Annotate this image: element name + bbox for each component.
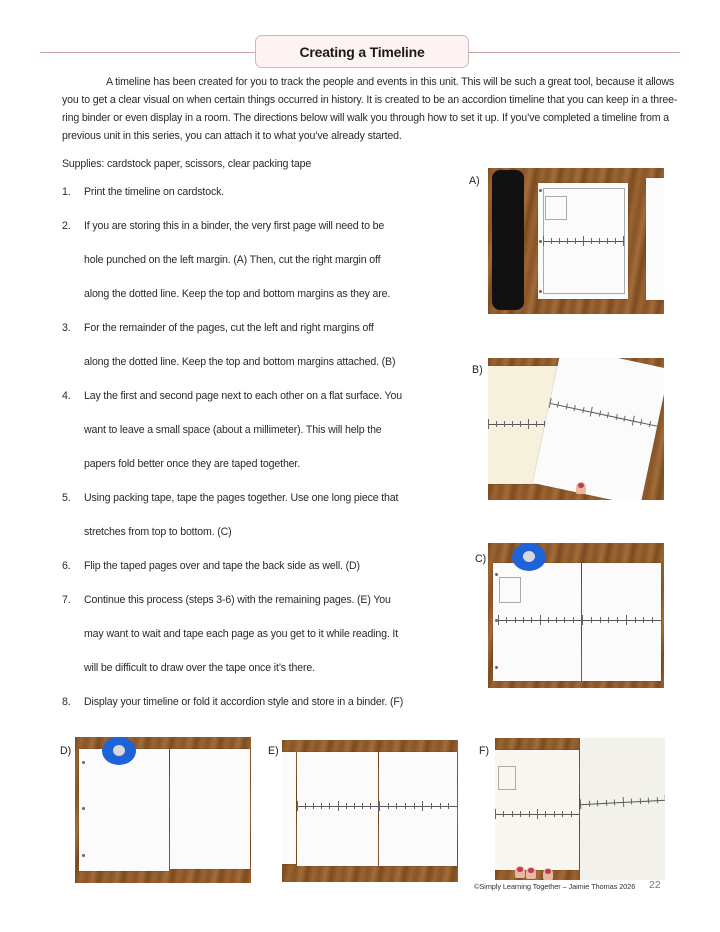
header-rule-left	[40, 52, 256, 53]
finger	[576, 482, 586, 494]
timeline-tick	[370, 803, 371, 809]
photo-a-label: A)	[469, 175, 480, 187]
step-line: may want to wait and tape each page as you get to it while reading. It	[84, 628, 398, 640]
timeline-tick	[388, 803, 389, 809]
step-line: Using packing tape, tape the pages together. Use one long piece that	[84, 492, 399, 504]
photo-b-label: B)	[472, 364, 483, 376]
timeline-tick	[305, 803, 306, 809]
photo-e	[282, 740, 458, 882]
step-line: Display your timeline or fold it accordion style and store in a binder. (F)	[84, 696, 404, 708]
timeline-tick	[440, 803, 441, 809]
punch-hole	[539, 290, 542, 293]
timeline-tick	[639, 798, 640, 804]
page-title: Creating a Timeline	[299, 43, 425, 60]
timeline-tick	[656, 797, 657, 803]
timeline-line	[580, 800, 665, 805]
timeline-tick	[543, 236, 544, 246]
timeline-tick	[496, 421, 497, 427]
timeline-line	[495, 814, 579, 815]
photo-c-label: C)	[475, 553, 487, 565]
timeline-tick	[557, 402, 559, 408]
timeline-tick	[623, 236, 624, 246]
step-text	[84, 489, 442, 557]
step-line: want to leave a small space (about a millimeter). This will help the	[84, 424, 382, 436]
step-line: Flip the taped pages over and tape the back side as well. (D)	[84, 560, 360, 572]
timeline-tick	[657, 423, 659, 429]
step-line: along the dotted line. Keep the top and bottom margins as they are.	[84, 288, 391, 300]
photo-d	[75, 737, 251, 883]
left-page-back	[79, 749, 169, 871]
middle-page	[297, 752, 378, 866]
timeline-tick	[574, 405, 576, 411]
timeline-tick	[545, 811, 546, 817]
timeline-page	[538, 183, 628, 299]
title-box	[255, 35, 469, 68]
event-box	[498, 766, 516, 790]
step-line: For the remainder of the pages, cut the left and right margins off	[84, 322, 374, 334]
timeline-tick	[597, 800, 598, 806]
punch-hole	[82, 761, 85, 764]
timeline-tick	[608, 617, 609, 623]
timeline-tick	[338, 801, 339, 811]
punch-hole	[82, 854, 85, 857]
timeline-tick	[566, 403, 568, 409]
step-text	[84, 217, 442, 319]
tape-dispenser	[512, 543, 546, 571]
timeline-tick	[548, 617, 549, 623]
timeline-tick	[448, 803, 449, 809]
timeline-tick	[614, 799, 615, 805]
timeline-tick	[554, 811, 555, 817]
step-item	[62, 557, 442, 591]
timeline-tick	[567, 238, 568, 244]
step-text	[84, 183, 442, 217]
timeline-tick	[591, 617, 592, 623]
timeline-tick	[321, 803, 322, 809]
timeline-tick	[503, 811, 504, 817]
step-item	[62, 693, 442, 727]
event-box	[545, 196, 567, 220]
step-text	[84, 557, 442, 591]
intro-paragraph: A timeline has been created for you to track the people and events in this unit. This will be such a great tool, because it allows you to get a clear visual on when certain things occurred in history. It is created to be an accordion timeline that you can keep in a three-ring binder or even display in a room. The directions below will walk you through how to set it up. If you’ve completed a timeline from a previous unit in this series, you can attach it to what you’ve already started.	[62, 76, 678, 142]
timeline-tick	[631, 416, 634, 426]
timeline-tick	[661, 617, 662, 623]
next-page	[379, 752, 457, 866]
timeline-tick	[582, 407, 584, 413]
timeline-tick	[540, 615, 541, 625]
timeline-tick	[643, 617, 644, 623]
timeline-tick	[414, 803, 415, 809]
timeline-tick	[588, 801, 589, 807]
step-item	[62, 489, 442, 557]
prior-page	[282, 752, 296, 864]
step-item	[62, 387, 442, 489]
timeline-tick	[528, 419, 529, 429]
timeline-tick	[599, 238, 600, 244]
timeline-tick	[506, 617, 507, 623]
timeline-tick	[529, 811, 530, 817]
timeline-line	[582, 620, 661, 621]
timeline-tick	[559, 238, 560, 244]
timeline-tick	[562, 811, 563, 817]
timeline-tick	[622, 797, 624, 807]
timeline-tick	[600, 617, 601, 623]
timeline-tick	[329, 803, 330, 809]
punch-hole	[495, 573, 498, 576]
page-number: 22	[649, 879, 661, 891]
timeline-line	[379, 806, 457, 807]
right-page-back	[170, 749, 250, 869]
timeline-tick	[605, 800, 606, 806]
step-line: along the dotted line. Keep the top and bottom margins attached. (B)	[84, 356, 396, 368]
timeline-tick	[520, 811, 521, 817]
step-number: 1.	[62, 186, 71, 198]
photo-f-label: F)	[479, 745, 489, 757]
step-text	[84, 387, 442, 489]
timeline-tick	[575, 238, 576, 244]
step-number: 2.	[62, 220, 71, 232]
step-line: papers fold better once they are taped together.	[84, 458, 301, 470]
timeline-tick	[362, 803, 363, 809]
step-item	[62, 319, 442, 387]
step-item	[62, 591, 442, 693]
timeline-tick	[626, 615, 627, 625]
right-page	[582, 563, 661, 681]
step-text	[84, 591, 442, 693]
finger	[515, 866, 525, 878]
timeline-tick	[583, 236, 584, 246]
finger	[543, 868, 553, 880]
timeline-tick	[313, 803, 314, 809]
step-item	[62, 217, 442, 319]
timeline-tick	[617, 617, 618, 623]
step-line: will be difficult to draw over the tape once it’s there.	[84, 662, 315, 674]
timeline-tick	[405, 803, 406, 809]
punch-hole	[495, 619, 498, 622]
timeline-tick	[590, 407, 593, 417]
timeline-tick	[523, 617, 524, 623]
photo-a	[488, 168, 664, 314]
finger	[526, 867, 536, 879]
timeline-tick	[591, 238, 592, 244]
folded-page-right	[580, 738, 665, 880]
step-text	[84, 319, 442, 387]
timeline-tick	[551, 238, 552, 244]
timeline-tick	[536, 421, 537, 427]
step-number: 8.	[62, 696, 71, 708]
timeline-line	[498, 620, 581, 621]
timeline-tick	[520, 421, 521, 427]
photo-b	[488, 358, 664, 500]
step-line: stretches from top to bottom. (C)	[84, 526, 232, 538]
punch-hole	[495, 666, 498, 669]
timeline-tick	[422, 801, 423, 811]
step-line: Print the timeline on cardstock.	[84, 186, 225, 198]
event-box	[499, 577, 521, 603]
step-number: 5.	[62, 492, 71, 504]
step-number: 6.	[62, 560, 71, 572]
timeline-line	[543, 241, 623, 242]
timeline-tick	[615, 238, 616, 244]
hole-punch	[492, 170, 524, 310]
step-line: If you are storing this in a binder, the very first page will need to be	[84, 220, 385, 232]
timeline-tick	[564, 617, 565, 623]
timeline-tick	[346, 803, 347, 809]
step-number: 3.	[62, 322, 71, 334]
photo-d-label: D)	[60, 745, 72, 757]
timeline-tick	[615, 414, 617, 420]
photo-c	[488, 543, 664, 688]
timeline-tick	[537, 809, 538, 819]
timeline-line	[297, 806, 378, 807]
step-text	[84, 693, 442, 727]
left-page	[493, 563, 581, 681]
timeline-tick	[457, 803, 458, 809]
timeline-tick	[556, 617, 557, 623]
tape-dispenser	[102, 737, 136, 765]
timeline-line	[549, 403, 657, 427]
timeline-tick	[599, 410, 601, 416]
punch-hole	[539, 189, 542, 192]
header-rule-right	[466, 52, 680, 53]
timeline-tick	[635, 617, 636, 623]
timeline-tick	[504, 421, 505, 427]
step-line: Lay the first and second page next to each other on a flat surface. You	[84, 390, 402, 402]
timeline-tick	[640, 419, 642, 425]
photo-f	[495, 738, 665, 880]
page-stack	[646, 178, 664, 300]
timeline-tick	[571, 811, 572, 817]
step-line: Continue this process (steps 3-6) with the remaining pages. (E) You	[84, 594, 391, 606]
timeline-tick	[354, 803, 355, 809]
photo-e-label: E)	[268, 745, 279, 757]
step-number: 4.	[62, 390, 71, 402]
timeline-tick	[396, 803, 397, 809]
timeline-tick	[512, 421, 513, 427]
timeline-tick	[515, 617, 516, 623]
timeline-tick	[495, 809, 496, 819]
timeline-tick	[607, 238, 608, 244]
timeline-tick	[631, 799, 632, 805]
folded-page-left	[495, 750, 579, 870]
timeline-tick	[652, 617, 653, 623]
step-item	[62, 183, 442, 217]
supplies-text: Supplies: cardstock paper, scissors, clear packing tape	[62, 158, 312, 170]
timeline-tick	[531, 617, 532, 623]
timeline-tick	[379, 801, 380, 811]
punch-hole	[539, 240, 542, 243]
timeline-tick	[580, 799, 582, 809]
timeline-tick	[607, 412, 609, 418]
timeline-tick	[498, 615, 499, 625]
timeline-tick	[624, 416, 626, 422]
step-line: hole punched on the left margin. (A) Then, cut the right margin off	[84, 254, 381, 266]
step-number: 7.	[62, 594, 71, 606]
copyright-footer: ©Simply Learning Together – Jaimie Thomas 2026	[474, 882, 636, 891]
punch-hole	[82, 807, 85, 810]
timeline-tick	[431, 803, 432, 809]
timeline-tick	[648, 798, 649, 804]
timeline-tick	[297, 801, 298, 811]
timeline-tick	[488, 419, 489, 429]
timeline-tick	[582, 615, 583, 625]
timeline-tick	[648, 421, 650, 427]
timeline-tick	[512, 811, 513, 817]
timeline-tick	[573, 617, 574, 623]
steps-list	[62, 183, 442, 727]
